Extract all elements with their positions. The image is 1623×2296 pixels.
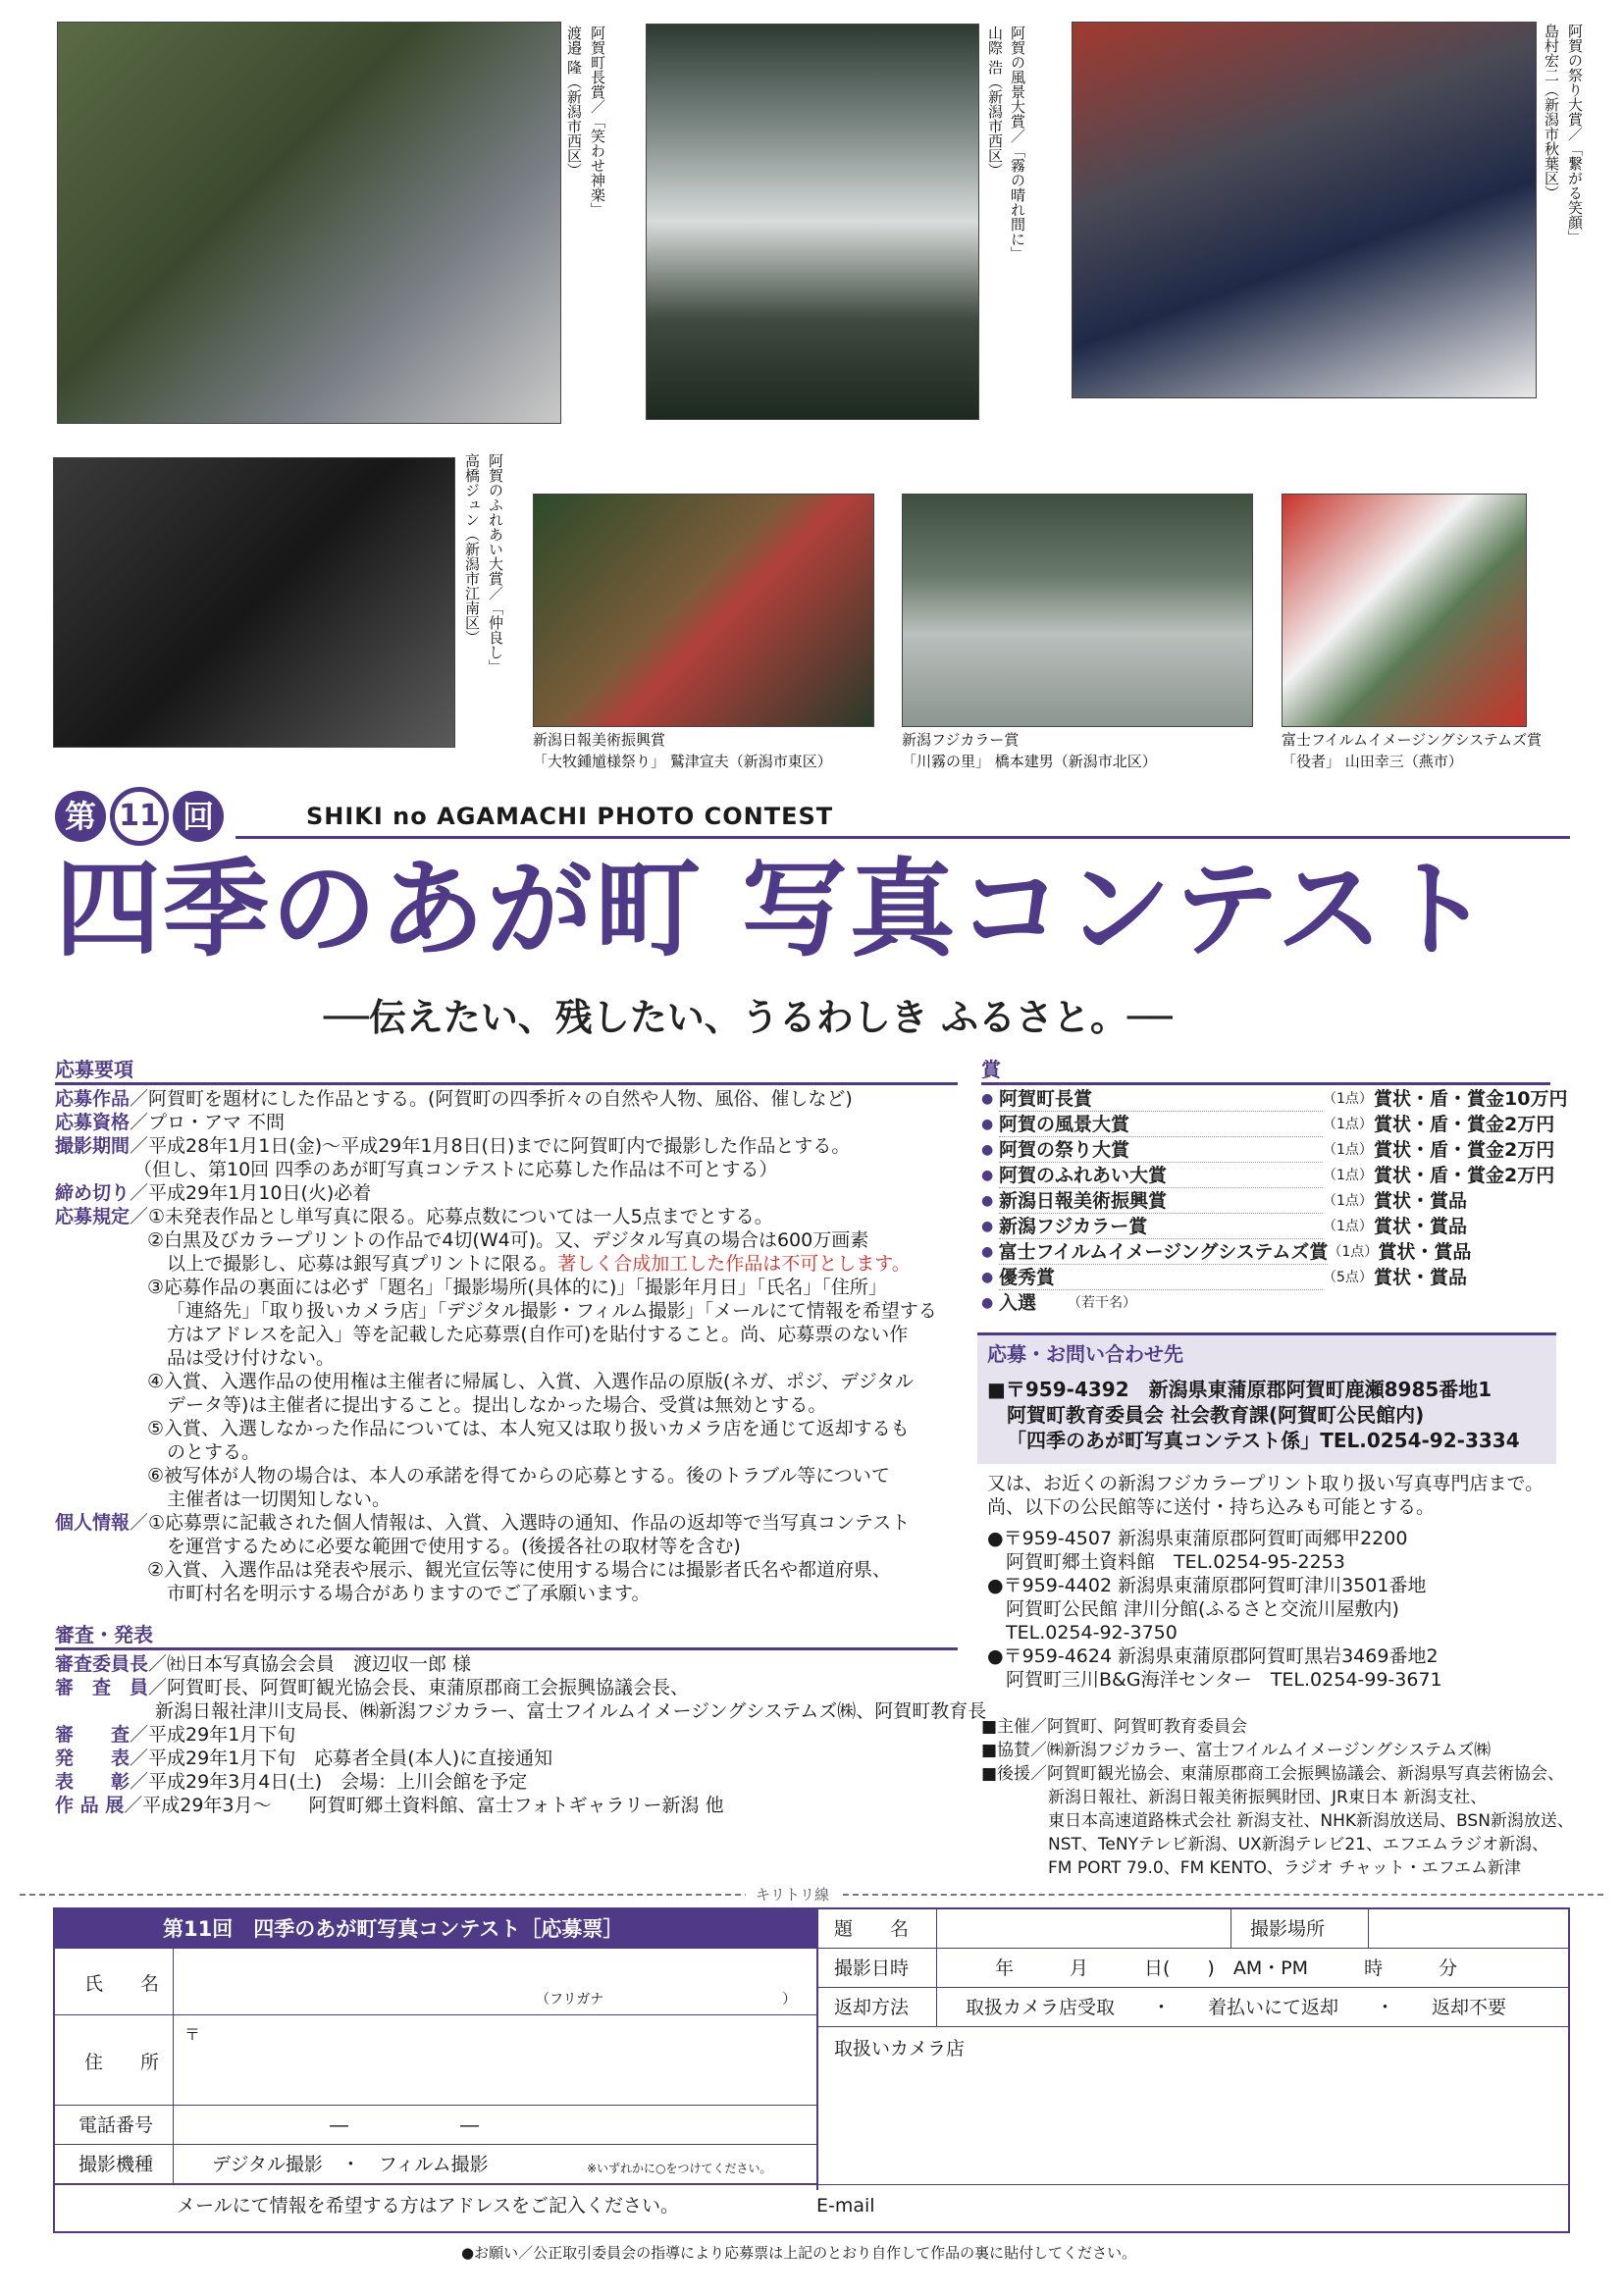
privacy-line: 市町村名を明示する場合がありますのでご了承願います。 bbox=[167, 1583, 651, 1604]
contact-line: ■〒959-4392 新潟県東蒲原郡阿賀町鹿瀬8985番地1 bbox=[987, 1378, 1492, 1401]
judging-row: 審 査／平成29年1月下旬 bbox=[55, 1724, 296, 1746]
guideline-row: （但し、第10回 四季のあが町写真コンテストに応募した作品は不可とする） bbox=[133, 1159, 778, 1180]
privacy-line: を運営するために必要な範囲で使用する。(後援各社の取材等を含む) bbox=[167, 1536, 741, 1557]
contact-note: 又は、お近くの新潟フジカラープリント取り扱い写真専門店まで。 bbox=[987, 1473, 1544, 1494]
guideline-row: 応募資格／プロ・アマ 不問 bbox=[55, 1112, 286, 1133]
contact-heading: 応募・お問い合わせ先 bbox=[987, 1342, 1183, 1366]
form-email-rule bbox=[55, 2184, 1568, 2185]
prize-row: ● 阿賀の風景大賞 （1点） 賞状・盾・賞金2万円 bbox=[981, 1114, 1555, 1135]
sponsor-line: ■主催／阿賀町、阿賀町教育委員会 bbox=[981, 1717, 1248, 1737]
sponsor-line: ■後援／阿賀町観光協会、東蒲原郡商工会振興協議会、新潟県写真芸術協会、 bbox=[981, 1764, 1565, 1784]
header-rule bbox=[236, 836, 1570, 839]
return-options[interactable]: 取扱カメラ店受取 ・ 着払いにて返却 ・ 返却不要 bbox=[966, 1997, 1507, 2018]
office-line: 阿賀町郷土資料館 TEL.0254-95-2253 bbox=[987, 1551, 1345, 1573]
photo-author: 「川霧の里」 橋本建男（新潟市北区） bbox=[902, 753, 1157, 770]
name-label: 氏 名 bbox=[84, 1973, 160, 1995]
guideline-row: 締め切り／平成29年1月10日(火)必着 bbox=[55, 1182, 372, 1204]
prize-row: ● 入選 （若干名） bbox=[981, 1292, 1136, 1314]
english-title: SHIKI no AGAMACHI PHOTO CONTEST bbox=[306, 803, 834, 830]
photo-author: 「役者」 山田幸三（燕市） bbox=[1282, 753, 1463, 770]
prize-row: ● 阿賀のふれあい大賞 （1点） 賞状・盾・賞金2万円 bbox=[981, 1165, 1555, 1186]
edition-number: 11 bbox=[110, 787, 169, 846]
rule-line: ④入賞、入選作品の使用権は主催者に帰属し、入賞、入選作品の原版(ネガ、ポジ、デジタル bbox=[147, 1371, 915, 1392]
judging-row: 表 彰／平成29年3月4日(土) 会場：上川会館を予定 bbox=[55, 1771, 528, 1793]
judging-row: 新潟日報社津川支局長、㈱新潟フジカラー、富士フイルムイメージングシステムズ㈱、阿賀町教育長 bbox=[155, 1700, 987, 1722]
email-input[interactable] bbox=[883, 2190, 1550, 2221]
judging-row: 審査委員長／㈳日本写真協会会員 渡辺収一郎 様 bbox=[55, 1653, 472, 1675]
return-label: 返却方法 bbox=[834, 1997, 910, 2018]
phone-separators[interactable]: ― ― bbox=[330, 2114, 480, 2136]
contact-note: 尚、以下の公民館等に送付・持ち込みも可能とする。 bbox=[987, 1496, 1436, 1518]
place-input[interactable] bbox=[1374, 1913, 1564, 1945]
rule-line: 品は受け付けない。 bbox=[167, 1347, 336, 1369]
office-line: ●〒959-4624 新潟県東蒲原郡阿賀町黒岩3469番地2 bbox=[987, 1645, 1439, 1667]
office-line: 阿賀町三川B&G海洋センター TEL.0254-99-3671 bbox=[987, 1669, 1442, 1691]
rule-line: ③応募作品の裏面には必ず「題名」「撮影場所(具体的に)」「撮影年月日」「氏名」「住所」 bbox=[147, 1277, 887, 1298]
photo-caption: 阿賀の風景大賞／「霧の晴れ間に」 bbox=[1009, 26, 1026, 261]
rule-line: ⑤入賞、入選しなかった作品については、本人宛又は取り扱いカメラ店を通じて返却するも bbox=[147, 1418, 910, 1439]
judging-row: 作 品 展／平成29年3月〜 阿賀町郷土資料館、富士フォトギャラリー新潟 他 bbox=[55, 1795, 724, 1816]
sponsor-line: ■協賛／㈱新潟フジカラー、富士フイルムイメージングシステムズ㈱ bbox=[981, 1741, 1492, 1760]
rule-line: のとする。 bbox=[167, 1441, 261, 1463]
photo-caption: 新潟フジカラー賞 bbox=[902, 731, 1020, 749]
shop-input[interactable] bbox=[834, 2062, 1560, 2180]
postal-mark: 〒 bbox=[184, 2025, 201, 2044]
prize-row: ● 阿賀町長賞 （1点） 賞状・盾・賞金10万円 bbox=[981, 1088, 1568, 1110]
rule-line: 「連絡先」「取り扱いカメラ店」「デジタル撮影・フィルム撮影」「メールにて情報を希望する bbox=[167, 1300, 937, 1322]
prize-row: ● 富士フイルムイメージングシステムズ賞 （1点） 賞状・賞品 bbox=[981, 1241, 1472, 1263]
title-input[interactable] bbox=[942, 1913, 1227, 1945]
edition-post: 回 bbox=[173, 791, 224, 842]
phone-label: 電話番号 bbox=[79, 2114, 154, 2136]
form-left bbox=[55, 1949, 816, 2198]
edition-badge bbox=[55, 787, 224, 846]
prize-row: ● 阿賀の祭り大賞 （1点） 賞状・盾・賞金2万円 bbox=[981, 1139, 1555, 1161]
title-label: 題 名 bbox=[834, 1918, 910, 1940]
camera-label: 撮影機種 bbox=[79, 2154, 154, 2175]
camera-note: ※いずれかに○をつけてください。 bbox=[587, 2162, 772, 2175]
photo-river-fog-village bbox=[902, 494, 1253, 727]
photo-shrine-festival bbox=[533, 494, 874, 727]
date-label: 撮影日時 bbox=[834, 1957, 910, 1979]
sponsor-line: FM PORT 79.0、FM KENTO、ラジオ チャット・エフエム新津 bbox=[981, 1858, 1521, 1878]
form-right bbox=[816, 1909, 1568, 2190]
email-label: E-mail bbox=[816, 2195, 875, 2217]
photo-caption: 阿賀町長賞／「笑わせ神楽」 bbox=[589, 26, 606, 217]
prize-row: ● 新潟フジカラー賞 （1点） 賞状・賞品 bbox=[981, 1216, 1468, 1237]
guideline-row: 応募作品／阿賀町を題材にした作品とする。(阿賀町の四季折々の自然や人物、風俗、催しなど) bbox=[55, 1088, 853, 1110]
sponsor-line: 新潟日報社、新潟日報美術振興財団、JR東日本 新潟支社、 bbox=[981, 1788, 1488, 1807]
photo-author: 山際 浩（新潟市西区） bbox=[986, 26, 1004, 178]
photo-author: 渡邉 隆（新潟市西区） bbox=[565, 26, 583, 178]
photo-puppet-actors bbox=[1282, 494, 1527, 727]
office-line: 阿賀町公民館 津川分館(ふるさと交流川屋敷内) bbox=[987, 1598, 1399, 1620]
photo-author: 島村宏二（新潟市秋葉区） bbox=[1543, 24, 1560, 200]
contact-line: 阿賀町教育委員会 社会教育課(阿賀町公民館内) bbox=[1007, 1403, 1425, 1427]
rule-line: 方はアドレスを記入」等を記載した応募票(自作可)を貼付すること。尚、応募票のない作 bbox=[167, 1324, 909, 1345]
guideline-row: 撮影期間／平成28年1月1日(金)〜平成29年1月8日(日)までに阿賀町内で撮影した作品とする。 bbox=[55, 1135, 851, 1157]
photo-cow-cat bbox=[53, 457, 455, 748]
office-line: TEL.0254-92-3750 bbox=[987, 1622, 1178, 1644]
guideline-row: 応募規定／①未発表作品とし単写真に限る。応募点数については一人5点までとする。 bbox=[55, 1206, 773, 1227]
prize-row: ● 新潟日報美術振興賞 （1点） 賞状・賞品 bbox=[981, 1190, 1468, 1212]
photo-caption: 阿賀のふれあい大賞／「仲良し」 bbox=[487, 453, 504, 674]
office-line: ●〒959-4507 新潟県東蒲原郡阿賀町両郷甲2200 bbox=[987, 1528, 1408, 1549]
place-label: 撮影場所 bbox=[1250, 1918, 1326, 1940]
rule-line: 主催者は一切関知しない。 bbox=[167, 1488, 392, 1510]
office-line: ●〒959-4402 新潟県東蒲原郡阿賀町津川3501番地 bbox=[987, 1575, 1427, 1596]
photo-caption: 阿賀の祭り大賞／「繋がる笑顔」 bbox=[1566, 24, 1584, 244]
judging-row: 発 表／平成29年1月下旬 応募者全員(本人)に直接通知 bbox=[55, 1748, 553, 1769]
rule-line: ②白黒及びカラープリントの作品で4切(W4可)。又、デジタル写真の場合は600万画素 bbox=[147, 1229, 869, 1251]
rule-line: 以上で撮影し、応募は銀写真プリントに限る。著しく合成加工した作品は不可とします。 bbox=[167, 1253, 911, 1275]
photo-author: 高橋ジュン（新潟市江南区） bbox=[463, 453, 481, 645]
photo-festival-smile bbox=[1072, 22, 1537, 398]
photo-author: 「大牧鍾馗様祭り」 鷲津宣夫（新潟市東区） bbox=[533, 753, 832, 770]
prize-row: ● 優秀賞 （5点） 賞状・賞品 bbox=[981, 1267, 1468, 1288]
email-note: メールにて情報を希望する方はアドレスをご記入ください。 bbox=[177, 2195, 680, 2217]
furigana-label: （フリガナ ） bbox=[536, 1992, 797, 2008]
date-fields[interactable]: 年 月 日( ) AM・PM 時 分 bbox=[995, 1957, 1458, 1979]
camera-options[interactable]: デジタル撮影 ・ フィルム撮影 bbox=[212, 2154, 489, 2175]
form-footer-note: ●お願い／公正取引委員会の指導により応募票は上記のとおり自作して作品の裏に貼付してください。 bbox=[461, 2244, 1137, 2262]
judging-heading: 審査・発表 bbox=[55, 1619, 958, 1650]
red-note: 著しく合成加工した作品は不可とします。 bbox=[557, 1253, 911, 1275]
prizes-heading: 賞 bbox=[981, 1054, 1550, 1085]
shop-label: 取扱いカメラ店 bbox=[834, 2038, 966, 2060]
sponsor-line: NST、TeNYテレビ新潟、UX新潟テレビ21、エフエムラジオ新潟、 bbox=[981, 1835, 1549, 1854]
address-label: 住 所 bbox=[84, 2052, 160, 2073]
contact-line: 「四季のあが町写真コンテスト係」TEL.0254-92-3334 bbox=[1007, 1429, 1520, 1452]
rule-line: データ等)は主催者に提出すること。提出しなかった場合、受賞は無効とする。 bbox=[167, 1394, 827, 1416]
photo-caption: 新潟日報美術振興賞 bbox=[533, 731, 666, 749]
guidelines-heading: 応募要項 bbox=[55, 1054, 958, 1085]
edition-pre: 第 bbox=[55, 791, 106, 842]
contest-title: 四季のあが町 写真コンテスト bbox=[55, 849, 1493, 971]
privacy-row: 個人情報／①応募票に記載された個人情報は、入賞、入選時の通知、作品の返却等で当写真コンテスト bbox=[55, 1512, 911, 1534]
photo-caption: 富士フイルムイメージングシステムズ賞 bbox=[1282, 731, 1543, 749]
photo-kagura bbox=[57, 22, 561, 424]
address-input[interactable] bbox=[183, 2043, 811, 2102]
sponsor-line: 東日本高速道路株式会社 新潟支社、NHK新潟放送局、BSN新潟放送、 bbox=[981, 1811, 1574, 1831]
rule-line: ⑥被写体が人物の場合は、本人の承諾を得てからの応募とする。後のトラブル等について bbox=[147, 1465, 890, 1487]
judging-row: 審 査 員／阿賀町長、阿賀町観光協会長、東蒲原郡商工会振興協議会長、 bbox=[55, 1677, 690, 1698]
contest-subtitle: ──伝えたい、残したい、うるわしき ふるさと。── bbox=[324, 996, 1173, 1039]
privacy-line: ②入賞、入選作品は発表や展示、観光宣伝等に使用する場合には撮影者氏名や都道府県、 bbox=[147, 1559, 892, 1581]
cut-line-label: キリトリ線 bbox=[746, 1884, 839, 1905]
form-title: 第11回 四季のあが町写真コンテスト［応募票］ bbox=[55, 1909, 816, 1949]
photo-fog-river bbox=[646, 24, 979, 420]
